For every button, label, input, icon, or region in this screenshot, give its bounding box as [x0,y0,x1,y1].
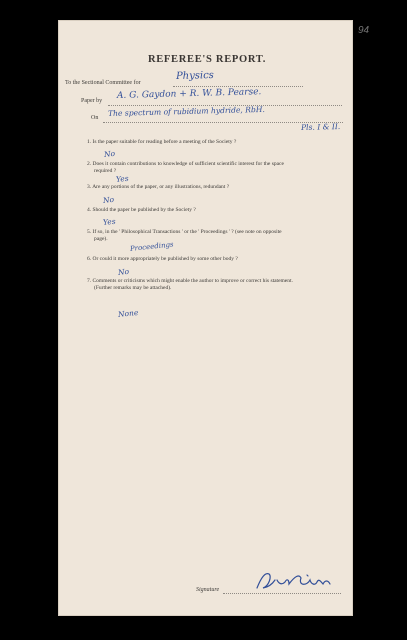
question-1-number: 1. [87,139,92,145]
answer-4: Yes [102,216,116,227]
question-1 [87,139,236,146]
question-1-text: Is the paper suitable for reading before a meeting of the Society ? [92,139,237,145]
question-4 [87,207,196,214]
on-value-line2: Pls. I & II. [300,121,341,132]
question-7-text-line2: (Further remarks may be attached). [94,285,172,291]
question-2-text-line1: Does it contain contributions to knowledge of sufficient scientific interest for the space [92,161,284,167]
question-2-text-line2: required ? [94,168,117,174]
question-7-text-line1: Comments or criticisms which might enable the author to improve or correct his statement. [92,278,293,284]
committee-value: Physics [175,70,215,82]
question-5-number: 5. [87,229,92,235]
question-5-text-line1: If so, in the ' Philosophical Transactions ' or the ' Proceedings ' ? (see note on opposite [92,229,282,235]
question-3-text: Are any portions of the paper, or any illustrations, redundant ? [92,184,230,190]
question-2 [87,161,284,168]
report-sheet [58,20,370,616]
answer-1: No [103,148,116,159]
answer-3: No [102,194,115,205]
question-3-number: 3. [87,184,92,190]
page-number: 94 [358,25,370,36]
paper-by-value: A. G. Gaydon + R. W. B. Pearse. [116,87,262,101]
on-value-line1: The spectrum of rubidium hydride, RbH. [107,104,265,118]
question-6 [87,256,238,263]
question-5-text-line2: page). [94,236,108,242]
question-6-number: 6. [87,256,92,262]
answer-7: None [117,307,139,319]
answer-6: No [117,266,130,277]
question-7 [87,278,293,285]
question-7-number: 7. [87,278,92,284]
question-5 [87,229,282,236]
question-2-number: 2. [87,161,92,167]
question-3 [87,184,229,191]
question-6-text: Or could it more appropriately be published by some other body ? [92,256,238,262]
committee-label: To the Sectional Committee for [65,80,141,86]
signature-mark [255,568,345,594]
page-title: REFEREE'S REPORT. [147,54,267,65]
paper-by-label: Paper by [81,98,103,104]
answer-5: Proceedings [129,240,174,253]
signature-label: Signature [196,587,220,593]
on-label: On [91,115,99,121]
question-4-text: Should the paper be published by the Society ? [92,207,196,213]
answer-2: Yes [115,173,129,184]
question-4-number: 4. [87,207,92,213]
